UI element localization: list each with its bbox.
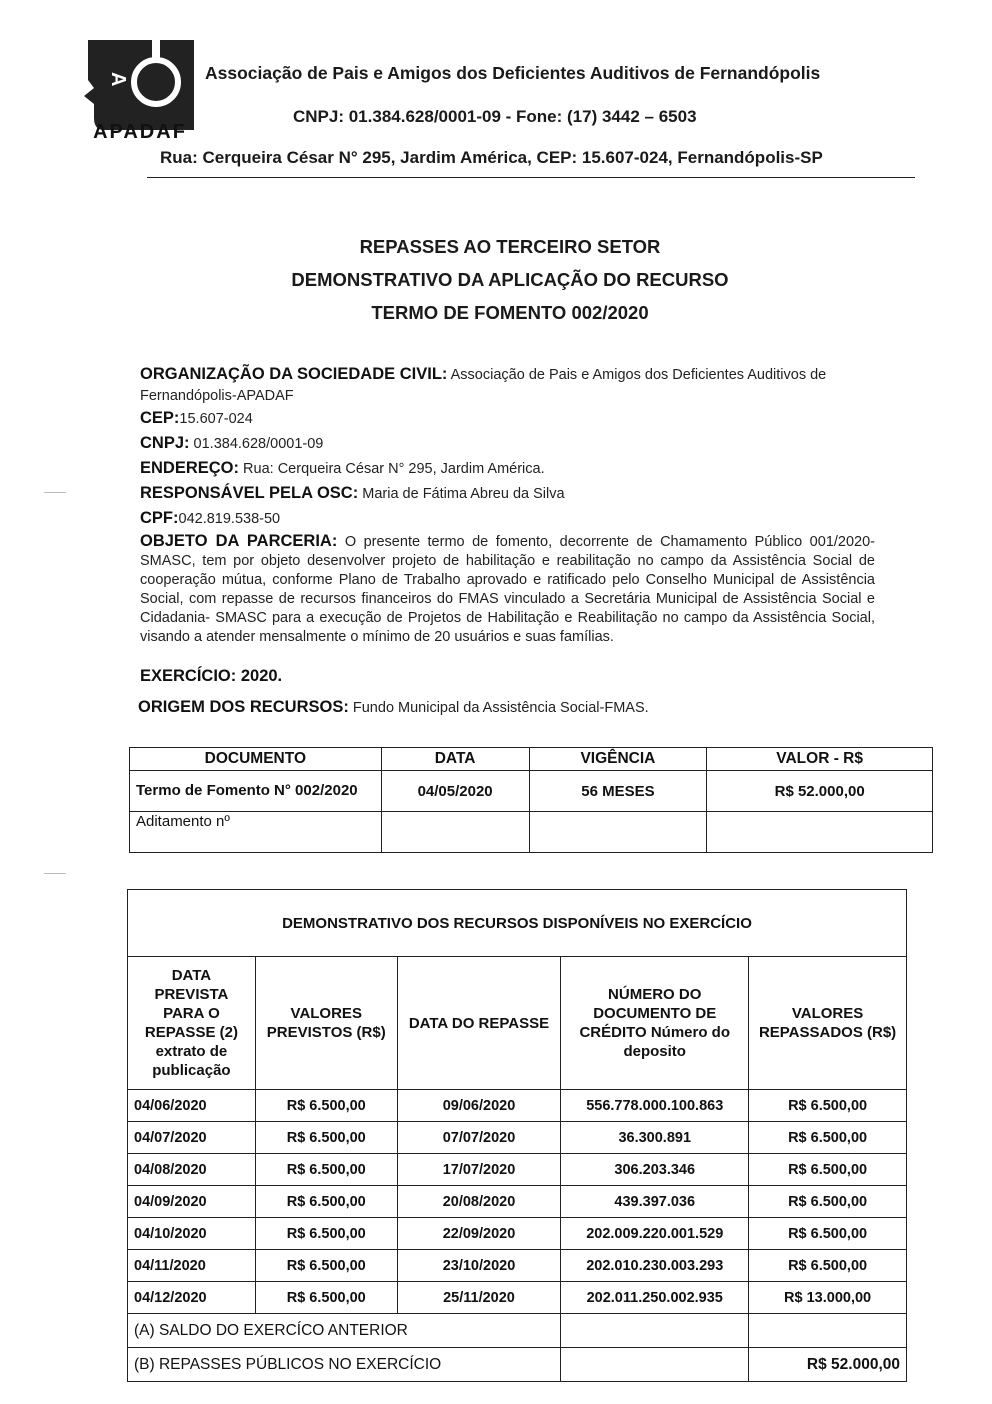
org-field (140, 364, 880, 407)
col-numero-documento: NÚMERO DO DOCUMENTO DE CRÉDITO Número do deposito (561, 957, 749, 1090)
exercise-label: EXERCÍCIO: 2020. (140, 667, 283, 685)
cell-numero-documento: 36.300.891 (561, 1122, 749, 1154)
cell-valor-repassado: R$ 6.500,00 (749, 1186, 907, 1218)
col-data-repasse: DATA DO REPASSE (397, 957, 561, 1090)
origin-field (138, 698, 878, 717)
apadaf-logo (82, 38, 198, 144)
cell-data-prevista: 04/10/2020 (128, 1218, 256, 1250)
cell-documento: Termo de Fomento N° 002/2020 (130, 771, 382, 812)
cell-data-prevista: 04/11/2020 (128, 1250, 256, 1282)
logo-text: APADAF (93, 121, 187, 143)
address-value: Rua: Cerqueira César N° 295, Jardim América. (243, 461, 545, 477)
cell-data (381, 812, 529, 853)
svg-text:A: A (107, 72, 129, 87)
title-repasses: REPASSES AO TERCEIRO SETOR (359, 236, 661, 257)
col-vigencia: VIGÊNCIA (529, 748, 707, 771)
table-row (128, 1090, 907, 1122)
org-value: Associação de Pais e Amigos dos Deficientes Auditivos de Fernandópolis-APADAF (140, 367, 827, 404)
table-row (128, 1282, 907, 1314)
scan-mark (44, 873, 66, 874)
repasses-row (128, 1348, 907, 1382)
cell-valor-repassado: R$ 6.500,00 (749, 1218, 907, 1250)
col-valores-repassados: VALORES REPASSADOS (R$) (749, 957, 907, 1090)
repasses-value: R$ 52.000,00 (749, 1348, 907, 1382)
cell-valor-previsto: R$ 6.500,00 (255, 1218, 397, 1250)
cell-valor-repassado: R$ 6.500,00 (749, 1090, 907, 1122)
table-row (130, 812, 933, 853)
cell-data-prevista: 04/08/2020 (128, 1154, 256, 1186)
cell-numero-documento: 202.011.250.002.935 (561, 1282, 749, 1314)
cell-valor-previsto: R$ 6.500,00 (255, 1186, 397, 1218)
cell-valor-previsto: R$ 6.500,00 (255, 1250, 397, 1282)
cell-valor-repassado: R$ 13.000,00 (749, 1282, 907, 1314)
cep-value: 15.607-024 (179, 411, 253, 427)
cell-data-repasse: 22/09/2020 (397, 1218, 561, 1250)
cep-field (140, 409, 880, 428)
repasses-label: (B) REPASSES PÚBLICOS NO EXERCÍCIO (128, 1348, 561, 1382)
header-address: Rua: Cerqueira César N° 295, Jardim América, CEP: 15.607-024, Fernandópolis-SP (160, 148, 823, 167)
responsible-label: RESPONSÁVEL PELA OSC: (140, 484, 359, 502)
cell-data-prevista: 04/07/2020 (128, 1122, 256, 1154)
cell-numero-documento: 439.397.036 (561, 1186, 749, 1218)
saldo-value (749, 1314, 907, 1348)
scan-mark (44, 492, 66, 493)
cell-data-repasse: 07/07/2020 (397, 1122, 561, 1154)
table-row (130, 771, 933, 812)
address-field (140, 459, 880, 478)
col-data-prevista: DATA PREVISTA PARA O REPASSE (2) extrato de publicação (128, 957, 256, 1090)
cpf-field (140, 509, 880, 528)
cell-valor: R$ 52.000,00 (707, 771, 933, 812)
address-label: ENDEREÇO: (140, 459, 240, 477)
origin-value: Fundo Municipal da Assistência Social-FMAS. (352, 700, 649, 716)
header-cnpj-phone: CNPJ: 01.384.628/0001-09 - Fone: (17) 3442 – 6503 (293, 107, 697, 126)
cell-data-prevista: 04/06/2020 (128, 1090, 256, 1122)
cell-numero-documento: 306.203.346 (561, 1154, 749, 1186)
col-valor: VALOR - R$ (707, 748, 933, 771)
cell-valor-previsto: R$ 6.500,00 (255, 1154, 397, 1186)
cell-data-prevista: 04/12/2020 (128, 1282, 256, 1314)
title-demonstrativo: DEMONSTRATIVO DA APLICAÇÃO DO RECURSO (291, 269, 729, 290)
cnpj-value: 01.384.628/0001-09 (193, 436, 324, 452)
table-row (128, 1250, 907, 1282)
org-label: ORGANIZAÇÃO DA SOCIEDADE CIVIL: (140, 365, 448, 383)
cell-data-repasse: 17/07/2020 (397, 1154, 561, 1186)
cell-valor-previsto: R$ 6.500,00 (255, 1122, 397, 1154)
document-table (129, 747, 933, 853)
resources-table (127, 889, 907, 1382)
cell-numero-documento: 202.010.230.003.293 (561, 1250, 749, 1282)
cell-valor-previsto: R$ 6.500,00 (255, 1282, 397, 1314)
cell-data: 04/05/2020 (381, 771, 529, 812)
col-valores-previstos: VALORES PREVISTOS (R$) (255, 957, 397, 1090)
resources-header-row (128, 957, 907, 1090)
cell-valor (707, 812, 933, 853)
header-org-name: Associação de Pais e Amigos dos Deficientes Auditivos de Fernandópolis (205, 63, 821, 83)
cell-valor-repassado: R$ 6.500,00 (749, 1122, 907, 1154)
cell-data-repasse: 23/10/2020 (397, 1250, 561, 1282)
cell-numero-documento: 202.009.220.001.529 (561, 1218, 749, 1250)
cell-numero-documento: 556.778.000.100.863 (561, 1090, 749, 1122)
cell-valor-previsto: R$ 6.500,00 (255, 1090, 397, 1122)
cell-valor-repassado: R$ 6.500,00 (749, 1250, 907, 1282)
cell-vigencia (529, 812, 707, 853)
object-label: OBJETO DA PARCERIA: (140, 532, 338, 550)
object-value: O presente termo de fomento, decorrente de Chamamento Público 001/2020-SMASC, tem por objeto desenvolver projeto de habilitação e reabilitação no campo da Assistência Social de cooperação mútua, conforme Plano de Trabalho aprovado e ratificado pelo Conselho Municipal de Assistência Social, com repasse de recursos financeiros do FMAS vinculado a Secretária Municipal de Assistência Social e Cidadania- SMASC para a execução de Projetos de Habilitação e Reabilitação no campo da Assistência Social, visando a atender mensalmente o mínimo de 20 usuários e suas famílias. (140, 534, 875, 645)
document-table-header (130, 748, 933, 771)
exercise-field (140, 667, 880, 686)
cell-aditamento: Aditamento nº (130, 812, 382, 853)
cep-label: CEP: (140, 409, 180, 427)
cell-data-repasse: 09/06/2020 (397, 1090, 561, 1122)
cell-valor-repassado: R$ 6.500,00 (749, 1154, 907, 1186)
col-documento: DOCUMENTO (130, 748, 382, 771)
cell-data-repasse: 25/11/2020 (397, 1282, 561, 1314)
saldo-empty-cell (561, 1314, 749, 1348)
title-termo: TERMO DE FOMENTO 002/2020 (371, 302, 649, 323)
header-divider (147, 177, 915, 178)
table-row (128, 1122, 907, 1154)
table-row (128, 1154, 907, 1186)
origin-label: ORIGEM DOS RECURSOS: (138, 698, 349, 716)
responsible-value: Maria de Fátima Abreu da Silva (362, 486, 565, 502)
object-field (140, 532, 875, 647)
repasses-empty-cell (561, 1348, 749, 1382)
cpf-label: CPF: (140, 509, 179, 527)
resources-caption: DEMONSTRATIVO DOS RECURSOS DISPONÍVEIS NO EXERCÍCIO (128, 890, 907, 957)
saldo-label: (A) SALDO DO EXERCÍCO ANTERIOR (128, 1314, 561, 1348)
cnpj-label: CNPJ: (140, 434, 190, 452)
cell-data-repasse: 20/08/2020 (397, 1186, 561, 1218)
table-row (128, 1218, 907, 1250)
responsible-field (140, 484, 880, 503)
cnpj-field (140, 434, 880, 453)
cpf-value: 042.819.538-50 (178, 511, 281, 527)
cell-data-prevista: 04/09/2020 (128, 1186, 256, 1218)
saldo-row (128, 1314, 907, 1348)
table-row (128, 1186, 907, 1218)
cell-vigencia: 56 MESES (529, 771, 707, 812)
col-data: DATA (381, 748, 529, 771)
